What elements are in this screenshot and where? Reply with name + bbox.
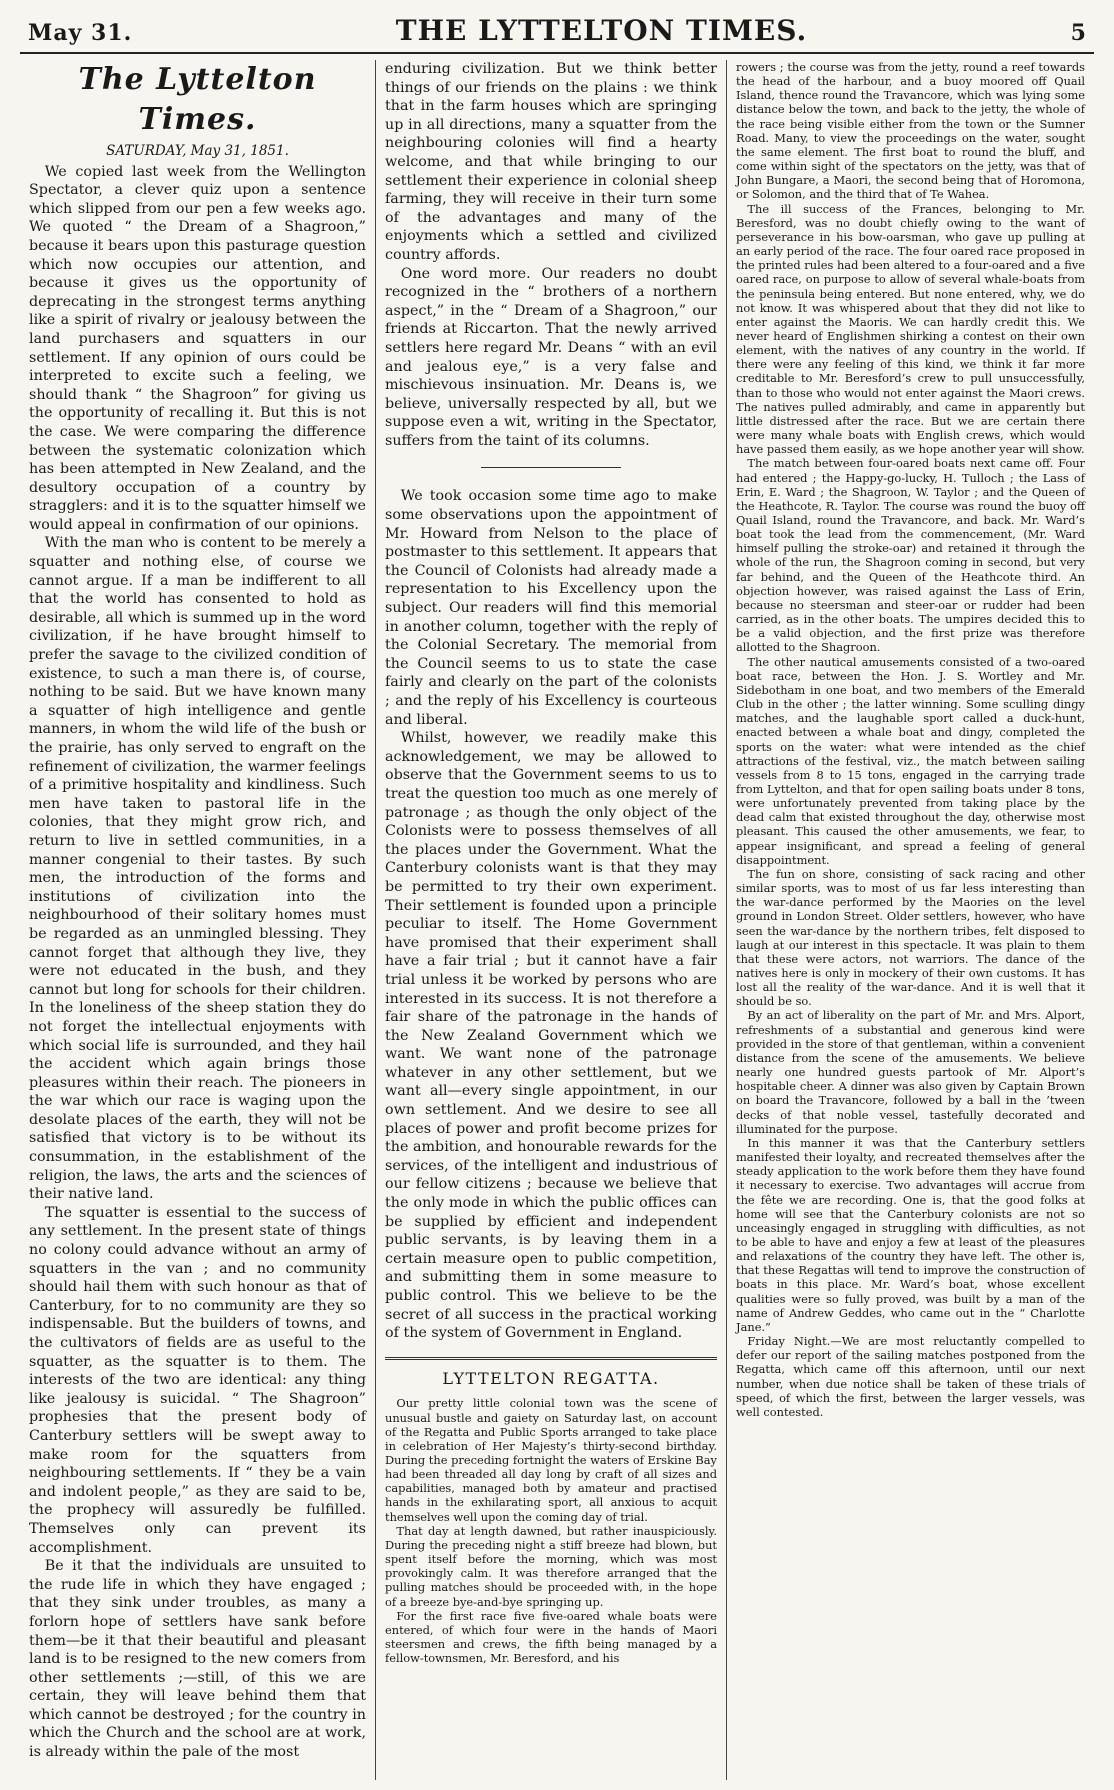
paragraph: That day at length dawned, but rather inauspiciously. During the preceding night a stiff breeze had blown, but spent itself before the morning, which was most provokingly calm. It was therefore arranged that the pulling matches should be proceeded with, in the hope of a breeze bye-and-bye springing up. <box>385 1523 717 1609</box>
paragraph: The fun on shore, consisting of sack racing and other similar sports, was to most of us far less interesting than the war-dance performed by the Maories on the level ground in London Street. Older settlers, however, who have seen the war-dance by the northern tribes, felt disposed to laugh at our interest in this spectacle. It was plain to them that these were actors, not warriors. The dance of the natives here is only in mockery of their own customs. It has lost all the reality of the war-dance. And it is well that it should be so. <box>736 866 1085 1009</box>
paragraph: The match between four-oared boats next came off. Four had entered ; the Happy-go-lucky, H. Tulloch ; the Lass of Erin, E. Ward ; the Shagroon, W. Taylor ; and the Queen of the Heathcote, R. Taylor. The course was round the buoy off Quail Island, round the Travancore, and back. Mr. Ward’s boat took the lead from the commencement, (Mr. Ward himself pulling the stroke-oar) and retained it through the whole of the run, the Shagroon coming in second, but very far behind, and the Queen of the Heathcote third. An objection however, was raised against the Lass of Erin, because no steersman and steer-oar or rudder had been carried, as in the other boats. The umpires decided this to be a valid objection, and the first prize was therefore allotted to the Shagroon. <box>736 456 1085 655</box>
column-3 <box>727 60 1094 1780</box>
section-divider <box>481 467 620 468</box>
columns <box>20 60 1094 1780</box>
paragraph: The ill success of the Frances, belonging to Mr. Beresford, was no doubt chiefly owing to the want of perseverance in his bow-oarsman, who gave up pulling at an early period of the race. The four oared race proposed in the printed rules had been altered to a four-oared and a five oared race, on purpose to allow of several whale-boats from the peninsula being entered. But none entered, why, we do not know. It was whispered about that they did not like to enter against the Maoris. We can hardly credit this. We never heard of Englishmen shirking a contest on their own element, with the natives of any country in the world. If there were any feeling of this kind, we think it far more creditable to Mr. Beresford’s crew to pull unsuccessfully, than to those who would not enter against the Maori crews. The natives pulled admirably, and came in apparently but little distressed after the race. But we are certain there were many whale boats with English crews, which would have passed them easily, as we hope another year will show. <box>736 201 1085 457</box>
paragraph: For the first race five five-oared whale boats were entered, of which four were in the hands of Maori steersmen and crews, the fifth being managed by a fellow-townsmen, Mr. Beresford, and his <box>385 1608 717 1666</box>
regatta-text-col2 <box>385 1396 717 1665</box>
paragraph: With the man who is content to be merely a squatter and nothing else, of course we cannot argue. If a man be indifferent to all that the world has consented to hold as desirable, all which is summed up in the word civilization, if he have brought himself to prefer the savage to the civilized condition of existence, to such a man there is, of course, nothing to be said. But we have known many a squatter of high intelligence and gentle manners, in whom the wild life of the bush or the prairie, has only served to engraft on the refinement of civilization, the warmer feelings of a primitive hospitality and kindliness. Such men have taken to pastoral life in the colonies, that they might grow rich, and return to live in settled communities, in a manner congenial to their tastes. By such men, the introduction of the forms and institutions of civilization into the neighbourhood of their solitary homes must be regarded as an unmingled blessing. They cannot forget that although they live, they were not educated in the bush, and they cannot but long for schools for their children. In the loneliness of the sheep station they do not forget the intellectual enjoyments with which social life is surrounded, and they hail the accident which again brings those pleasures within their reach. The pioneers in the war which our race is waging upon the desolate places of the earth, they will not be satisfied that victory is to be without its consummation, in the establishment of the religion, the laws, the arts and the sciences of their native land. <box>29 535 366 1203</box>
paragraph: Be it that the individuals are unsuited to the rude life in which they have engaged ; that they sink under troubles, as many a forlorn hope of settlers have sank before them—be it that their beautiful and pleasant land is to be resigned to the new comers from other settlements ;—still, of this we are certain, they will leave behind them that which cannot be destroyed ; for the country in which the Church and the school are at work, is already within the pale of the most <box>29 1558 366 1761</box>
column-1 <box>20 60 376 1780</box>
masthead <box>20 14 1094 54</box>
paragraph: rowers ; the course was from the jetty, round a reef towards the head of the harbour, and a buoy moored off Quail Island, thence round the Travancore, which was lying some distance below the town, and back to the jetty, the whole of the race being visible either from the town or the Sumner Road. Many, to view the proceedings on the water, sought the same element. The first boat to round the bluff, and come within sight of the spectators on the jetty, was that of John Bungare, a Maori, the second being that of Horomona, or Solomon, and the third that of Te Wahea. <box>736 60 1085 202</box>
masthead-date: May 31. <box>28 20 133 46</box>
paragraph: Our pretty little colonial town was the scene of unusual bustle and gaiety on Saturday last, on account of the Regatta and Public Sports arranged to take place in celebration of Her Majesty’s thirty-second birthday. During the preceding fortnight the waters of Erskine Bay had been threaded all day long by craft of all sizes and capabilities, managed both by amateur and practised hands in the exhilarating sport, all anxious to acquit themselves well upon the coming day of trial. <box>385 1396 717 1524</box>
paragraph: The squatter is essential to the success of any settlement. In the present state of things no colony could advance without an army of squatters in the van ; and no community should hail them with such honour as that of Canterbury, for to no community are they so indispensable. But the builders of towns, and the cultivators of fields are as useful to the squatter, as the squatter is to them. The interests of the two are identical: any thing like jealousy is suicidal. “ The Shagroon” prophesies that the present body of Canterbury settlers will be swept away to make room for the squatters from neighbouring settlements. If “ they be a vain and indolent people,” as they are said to be, the prophecy will assuredly be fulfilled. Themselves only can prevent its accomplishment. <box>29 1204 366 1556</box>
dateline: SATURDAY, May 31, 1851. <box>106 143 289 159</box>
paragraph: By an act of liberality on the part of Mr. and Mrs. Alport, refreshments of a substantial and generous kind were provided in the store of that gentleman, within a convenient distance from the scene of the amusements. We believe nearly one hundred guests partook of Mr. Alport’s hospitable cheer. A dinner was also given by Captain Brown on board the Travancore, followed by a ball in the ’tween decks of that noble vessel, tastefully decorated and illuminated for the purpose. <box>736 1008 1085 1136</box>
paragraph: One word more. Our readers no doubt recognized in the “ brothers of a northern aspect,” in the “ Dream of a Shagroon,” our friends at Riccarton. That the newly arrived settlers here regard Mr. Deans “ with an evil and jealous eye,” is a very false and mischievous insinuation. Mr. Deans is, we believe, universally respected by all, but we suppose even a wit, writing in the Spectator, suffers from the taint of its columns. <box>385 265 717 449</box>
paragraph: Friday Night.—We are most reluctantly compelled to defer our report of the sailing matches postponed from the Regatta, which came off this afternoon, until our next number, when due notice shall be taken of these trials of speed, of which the first, between the larger vessels, was well contested. <box>736 1334 1085 1419</box>
regatta-heading: LYTTELTON REGATTA. <box>442 1368 660 1388</box>
paragraph: enduring civilization. But we think better things of our friends on the plains : we think that in the farm houses which are springing up in all directions, many a squatter from the neighbouring colonies will find a hearty welcome, and that while bringing to our settlement their experience in colonial sheep farming, they will receive in their turn some of the advantages and many of the enjoyments which a settled and civilized country affords. <box>385 61 717 263</box>
page-number: 5 <box>1070 20 1086 46</box>
paragraph: We copied last week from the Wellington Spectator, a clever quiz upon a sentence which slipped from our pen a few weeks ago. We quoted “ the Dream of a Shagroon,” because it bears upon this pasturage question which now occupies our attention, and because it gives us the opportunity of deprecating in the strongest terms anything like a spirit of rivalry or jealousy between the land purchasers and squatters in our settlement. If any opinion of ours could be interpreted to excite such a feeling, we should thank “ the Shagroon” for giving us the opportunity of recalling it. But this is not the case. We were comparing the difference between the systematic colonization which has been attempted in New Zealand, and the desultory occupation of a country by stragglers: and it is to the squatter himself we would appeal in confirmation of our opinions. <box>29 163 366 533</box>
regatta-section <box>385 1357 717 1666</box>
masthead-title: THE LYTTELTON TIMES. <box>395 14 808 47</box>
paper-title: The Lyttelton Times. <box>78 62 317 137</box>
paragraph: Whilst, however, we readily make this acknowledgement, we may be allowed to observe that the Government seems to us to treat the question too much as one merely of patronage ; as though the only object of the Colonists were to possess themselves of all the places under the Government. What the Canterbury colonists want is that they may be permitted to try their own experiment. Their settlement is founded upon a principle peculiar to itself. The Home Government have promised that their experiment shall have a fair trial ; but it cannot have a fair trial unless it be worked by persons who are interested in its success. It is not therefore a fair share of the patronage in the hands of the New Zealand Government which we want. We want none of the patronage whatever in any other settlement, but we want all—every single appointment, in our own settlement. And we desire to see all places of power and profit become prizes for the ambition, and honourable rewards for the services, of the intelligent and industrious of our fellow citizens ; because we believe that the only mode in which the public offices can be supplied by efficient and independent public servants, is by leaving them in a certain measure open to public competition, and submitting them in some measure to public control. This we believe to be the secret of all success in the practical working of the system of Government in England. <box>385 730 717 1342</box>
paragraph: In this manner it was that the Canterbury settlers manifested their loyalty, and recreated themselves after the steady application to the work before them they have found it necessary to exercise. Two advantages will accrue from the fête we are recording. One is, that the good folks at home will see that the Canterbury colonists are not so unceasingly engaged in struggling with difficulties, as not to be able to have and enjoy a few at least of the pleasures and relaxations of the country they have left. The other is, that these Regattas will tend to improve the construction of boats in this place. Mr. Ward’s boat, whose excellent qualities were so fully proved, was built by a man of the name of Andrew Geddes, who came out in the “ Charlotte Jane.” <box>736 1135 1085 1334</box>
paragraph: We took occasion some time ago to make some observations upon the appointment of Mr. Howard from Nelson to the place of postmaster to this settlement. It appears that the Council of Colonists had already made a representation to his Excellency upon the subject. Our readers will find this memorial in another column, together with the reply of the Colonial Secretary. The memorial from the Council seems to us to state the case fairly and clearly on the part of the colonists ; and the reply of his Excellency is courteous and liberal. <box>385 488 717 728</box>
column-2 <box>376 60 727 1780</box>
paragraph: The other nautical amusements consisted of a two-oared boat race, between the Hon. J. S. Wortley and Mr. Sidebotham in one boat, and two members of the Emerald Club in the other ; the latter winning. Some sculling dingy matches, and the laughable sport called a duck-hunt, enacted between a whale boat and dingy, completed the sports on the water: what were intended as the chief attractions of the festival, viz., the match between sailing vessels from 8 to 15 tons, engaged in the carrying trade from Lyttelton, and that for open sailing boats under 8 tons, were unfortunately prevented from taking place by the dead calm that existed throughout the day, otherwise most pleasant. This caused the other amusements, we fear, to appear insignificant, and spread a feeling of general disappointment. <box>736 654 1085 867</box>
